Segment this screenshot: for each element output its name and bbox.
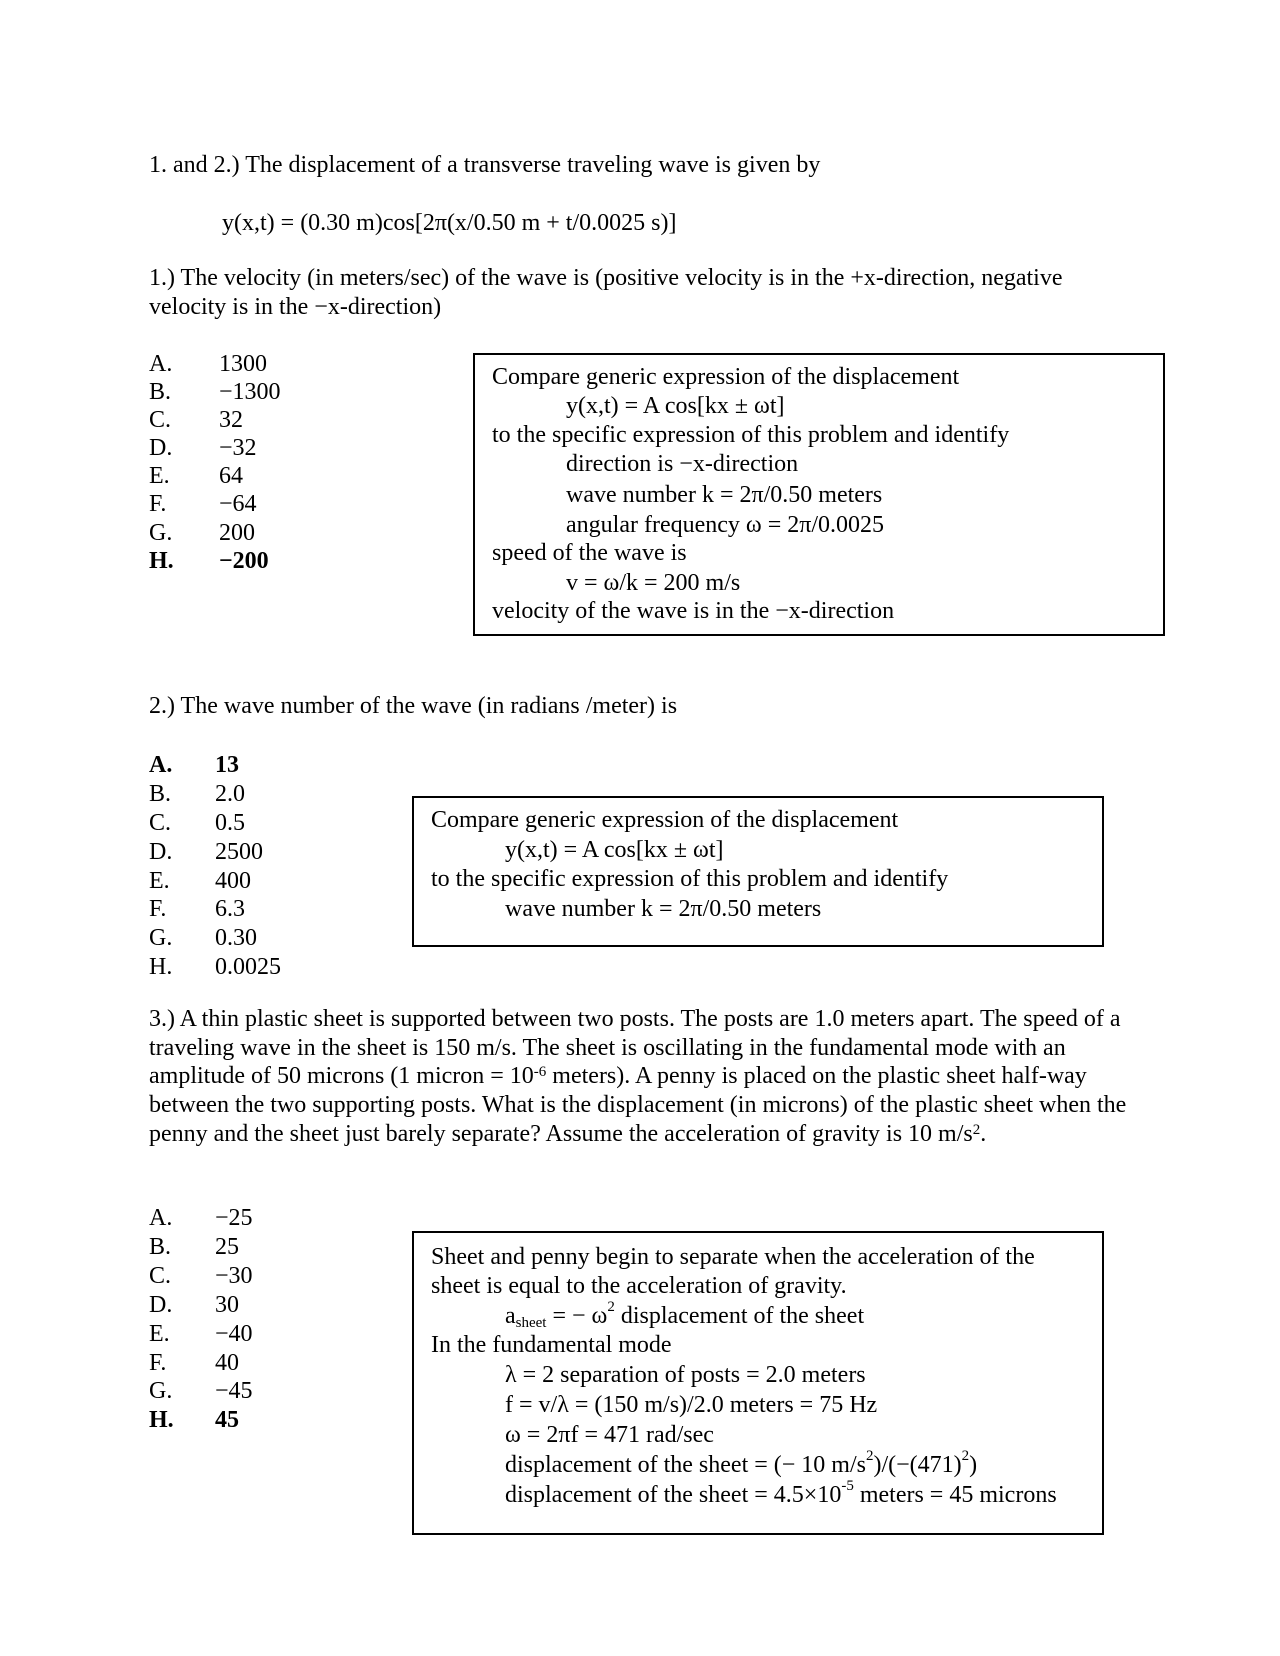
option-value: 6.3 xyxy=(215,896,245,922)
box-line: ω = 2πf = 471 rad/sec xyxy=(505,1422,714,1448)
option-letter: B. xyxy=(149,781,172,807)
option-letter: C. xyxy=(149,810,172,836)
q2-option-c xyxy=(149,810,245,836)
q3-exponent: 2 xyxy=(972,1121,981,1138)
q3-option-h-answer xyxy=(149,1407,239,1433)
option-letter: E. xyxy=(149,463,170,489)
option-value: 0.0025 xyxy=(215,954,281,980)
q2-option-h xyxy=(149,954,281,980)
q2-option-a-answer xyxy=(149,752,239,778)
option-value: 0.30 xyxy=(215,925,257,951)
math-text: displacement of the sheet xyxy=(614,1303,865,1329)
math-text: ) xyxy=(969,1452,978,1478)
q3-option-d xyxy=(149,1292,239,1318)
q2-option-g xyxy=(149,925,257,951)
option-letter: D. xyxy=(149,435,173,461)
option-value: 13 xyxy=(215,752,239,778)
box-line: f = v/λ = (150 m/s)/2.0 meters = 75 Hz xyxy=(505,1392,878,1418)
option-value: 64 xyxy=(219,463,243,489)
box-line-displacement-result xyxy=(505,1478,1057,1508)
q1-option-f xyxy=(149,491,257,517)
q3-option-c xyxy=(149,1263,253,1289)
option-letter: F. xyxy=(149,896,167,922)
q3-option-a xyxy=(149,1205,253,1231)
option-letter: A. xyxy=(149,752,173,778)
q2-question: 2.) The wave number of the wave (in radians /meter) is xyxy=(149,693,678,719)
option-letter: H. xyxy=(149,548,174,574)
box-line: sheet is equal to the acceleration of gravity. xyxy=(431,1273,847,1299)
option-value: 2.0 xyxy=(215,781,245,807)
math-subscript: sheet xyxy=(515,1315,547,1331)
box-line: wave number k = 2π/0.50 meters xyxy=(566,482,883,508)
option-letter: G. xyxy=(149,1378,173,1404)
option-letter: A. xyxy=(149,351,173,377)
option-value: 25 xyxy=(215,1234,239,1260)
math-text: a xyxy=(505,1303,516,1329)
option-value: −32 xyxy=(219,435,257,461)
q3-question xyxy=(149,1005,1134,1149)
option-letter: B. xyxy=(149,1234,172,1260)
q3-text: meters). A penny is placed on the plastic sheet half-way between the two supporting posts. What is the displacement (in microns) of the plastic sheet when the penny and the sheet just barely separate? Assume the acceleration of gravity is 10 m/s xyxy=(149,1063,1127,1147)
q2-option-b xyxy=(149,781,245,807)
q2-option-d xyxy=(149,839,263,865)
wave-equation: y(x,t) = (0.30 m)cos[2π(x/0.50 m + t/0.0025 s)] xyxy=(222,210,677,236)
intro-line: 1. and 2.) The displacement of a transverse traveling wave is given by xyxy=(149,152,821,178)
option-value: 400 xyxy=(215,868,251,894)
q3-solution-box xyxy=(412,1231,1104,1535)
option-letter: C. xyxy=(149,1263,172,1289)
option-value: −64 xyxy=(219,491,257,517)
option-value: 45 xyxy=(215,1407,239,1433)
option-value: 200 xyxy=(219,520,255,546)
q3-option-g xyxy=(149,1378,253,1404)
option-value: 30 xyxy=(215,1292,239,1318)
box-line-displacement-formula xyxy=(505,1448,978,1478)
option-value: −40 xyxy=(215,1321,253,1347)
box-line: In the fundamental mode xyxy=(431,1332,672,1358)
box-line: Sheet and penny begin to separate when the acceleration of the xyxy=(431,1244,1035,1270)
option-value: −200 xyxy=(219,548,269,574)
option-letter: D. xyxy=(149,1292,173,1318)
box-line: y(x,t) = A cos[kx ± ωt] xyxy=(566,393,785,419)
option-letter: C. xyxy=(149,407,172,433)
q1-option-b xyxy=(149,379,281,405)
math-exponent: 2 xyxy=(961,1448,970,1464)
q1-option-e xyxy=(149,463,243,489)
option-value: 1300 xyxy=(219,351,267,377)
option-letter: G. xyxy=(149,925,173,951)
option-value: 0.5 xyxy=(215,810,245,836)
q2-solution-box xyxy=(412,796,1104,947)
option-letter: E. xyxy=(149,1321,170,1347)
box-line: direction is −x-direction xyxy=(566,451,799,477)
option-value: 2500 xyxy=(215,839,263,865)
math-text: displacement of the sheet = 4.5×10 xyxy=(505,1482,842,1508)
math-exponent: 2 xyxy=(607,1299,615,1315)
math-text: )/(−(471) xyxy=(873,1452,962,1478)
option-letter: H. xyxy=(149,1407,174,1433)
box-line: y(x,t) = A cos[kx ± ωt] xyxy=(505,837,724,863)
option-letter: A. xyxy=(149,1205,173,1231)
q3-option-f xyxy=(149,1350,239,1376)
box-line: Compare generic expression of the displacement xyxy=(431,807,899,833)
math-text: = − ω xyxy=(546,1303,608,1329)
math-exponent: -5 xyxy=(841,1478,854,1494)
option-value: −30 xyxy=(215,1263,253,1289)
option-value: 40 xyxy=(215,1350,239,1376)
option-value: −1300 xyxy=(219,379,281,405)
q3-option-b xyxy=(149,1234,239,1260)
box-line: to the specific expression of this problem and identify xyxy=(431,866,949,892)
math-text: displacement of the sheet = (− 10 m/s xyxy=(505,1452,866,1478)
q3-exponent: -6 xyxy=(533,1064,547,1081)
q1-option-h-answer xyxy=(149,548,269,574)
option-letter: F. xyxy=(149,1350,167,1376)
q3-text: 3.) A thin plastic sheet is supported between two posts. The posts are 1.0 meters apart. The speed of a traveling wave in the sheet is 150 m/s. The sheet is oscillating in the fundamental mode with an amplitude of 50 microns (1 micron = 10 xyxy=(149,1006,1121,1090)
box-line: v = ω/k = 200 m/s xyxy=(566,570,741,596)
q2-option-f xyxy=(149,896,245,922)
option-letter: B. xyxy=(149,379,172,405)
box-line-asheet xyxy=(505,1299,865,1331)
option-letter: D. xyxy=(149,839,173,865)
box-line: velocity of the wave is in the −x-direction xyxy=(492,598,895,624)
box-line: λ = 2 separation of posts = 2.0 meters xyxy=(505,1362,866,1388)
option-letter: E. xyxy=(149,868,170,894)
q3-option-e xyxy=(149,1321,253,1347)
box-line: Compare generic expression of the displacement xyxy=(492,364,960,390)
q1-option-g xyxy=(149,520,255,546)
box-line: wave number k = 2π/0.50 meters xyxy=(505,896,822,922)
q1-question: 1.) The velocity (in meters/sec) of the wave is (positive velocity is in the +x-direction, negative velocity is in the −x-direction) xyxy=(149,265,1063,320)
q2-option-e xyxy=(149,868,251,894)
q1-option-c xyxy=(149,407,243,433)
option-letter: H. xyxy=(149,954,173,980)
math-exponent: 2 xyxy=(865,1448,874,1464)
math-text: meters = 45 microns xyxy=(853,1482,1057,1508)
box-line: angular frequency ω = 2π/0.0025 xyxy=(566,512,885,538)
option-letter: G. xyxy=(149,520,173,546)
q1-option-a xyxy=(149,351,267,377)
box-line: to the specific expression of this problem and identify xyxy=(492,422,1010,448)
box-line: speed of the wave is xyxy=(492,540,687,566)
q1-option-d xyxy=(149,435,257,461)
option-value: −45 xyxy=(215,1378,253,1404)
q1-solution-box xyxy=(473,353,1165,636)
q3-text: . xyxy=(980,1120,987,1147)
option-letter: F. xyxy=(149,491,167,517)
option-value: −25 xyxy=(215,1205,253,1231)
option-value: 32 xyxy=(219,407,243,433)
